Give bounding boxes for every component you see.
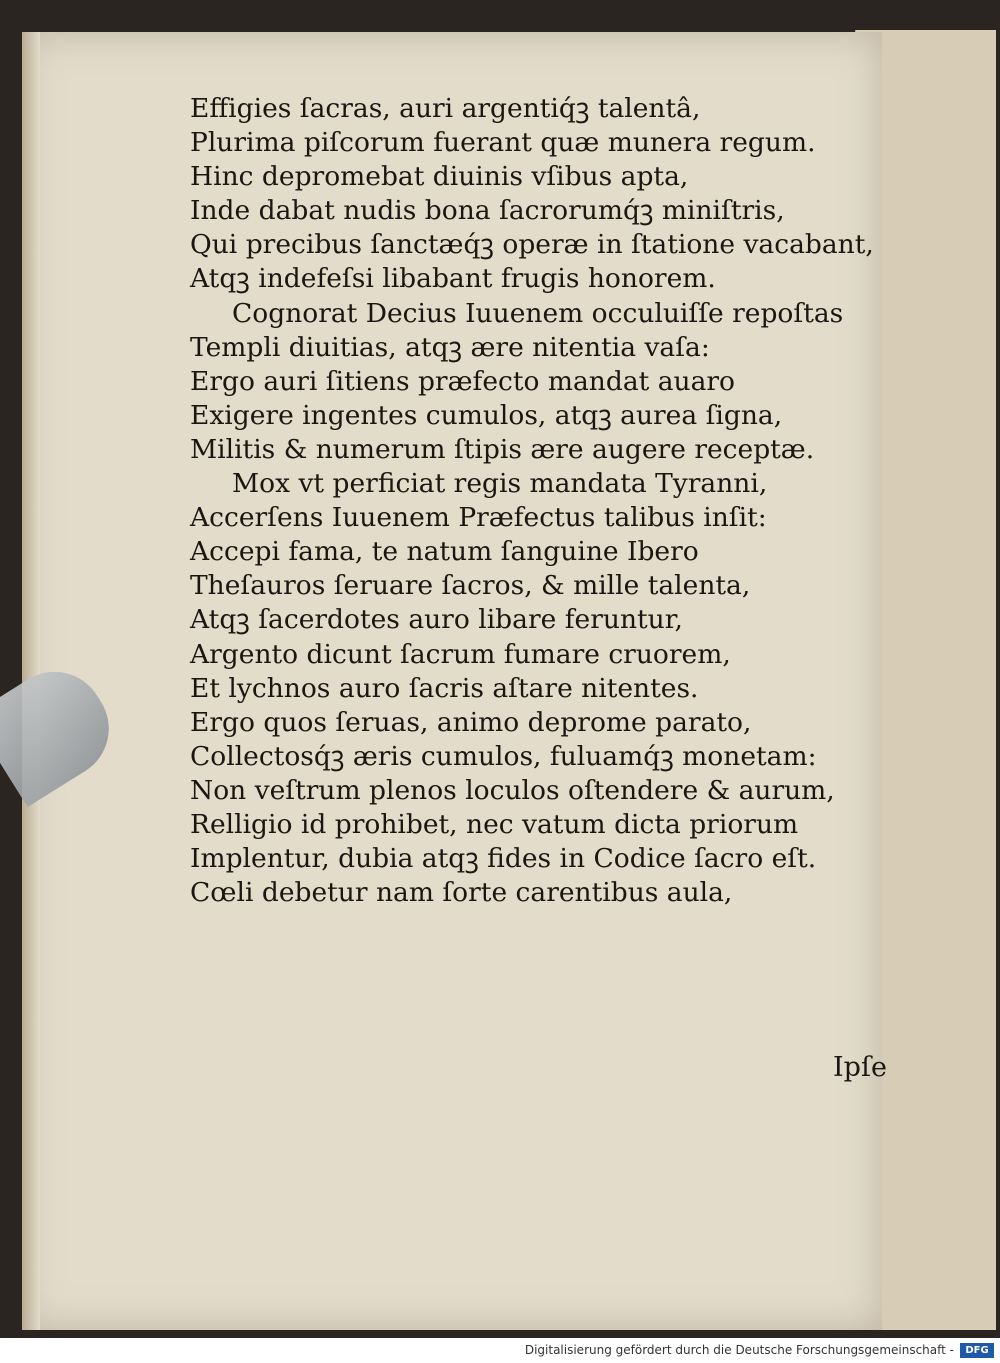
verse-line: Et lychnos auro ſacris aſtare nitentes. (190, 672, 699, 704)
verse-line: Accepi fama, te natum ſanguine Ibero (190, 536, 699, 568)
footer-bar (0, 1338, 1000, 1363)
verse-line: Accerſens Iuuenem Præfectus talibus inſit: (190, 502, 767, 534)
verse-line: Theſauros ſeruare ſacros, & mille talenta, (190, 570, 751, 602)
dfg-logo[interactable]: DFG (960, 1343, 994, 1358)
verse-line: Cognorat Decius Iuuenem occuluiſſe repoſtas (232, 297, 844, 329)
verse-line: Militis & numerum ſtipis ære augere receptæ. (190, 433, 815, 465)
verse-line: Atqꝫ ſacerdotes auro libare feruntur, (190, 604, 683, 636)
verse-line: Ergo quos ſeruas, animo deprome parato, (190, 706, 752, 738)
verse-line: Implentur, dubia atqꝫ fides in Codice ſacro eſt. (190, 843, 817, 875)
verse-line: Mox vt perficiat regis mandata Tyranni, (232, 468, 768, 500)
funding-credit: Digitalisierung gefördert durch die Deutsche Forschungsgemeinschaft - (524, 1343, 954, 1357)
verse-line: Hinc depromebat diuinis vſibus apta, (190, 161, 689, 193)
verse-line: Effigies ſacras, auri argentiq́ꝫ talentâ, (190, 93, 701, 124)
verse-block (190, 92, 874, 910)
verse-line: Templi diuitias, atqꝫ ære nitentia vaſa: (190, 331, 710, 363)
verse-line: Atqꝫ indefeſsi libabant frugis honorem. (190, 263, 716, 295)
verse-line: Cœli debetur nam ſorte carentibus aula, (190, 877, 733, 909)
verse-line: Relligio id prohibet, nec vatum dicta priorum (190, 808, 799, 840)
catchword: Ipſe (833, 1052, 887, 1083)
verse-line: Plurima piſcorum fuerant quæ munera regum. (190, 127, 816, 159)
verse-line: Non veſtrum plenos loculos oſtendere & aurum, (190, 774, 835, 806)
verse-line: Argento dicunt ſacrum fumare cruorem, (190, 638, 731, 670)
verse-line: Ergo auri ſitiens præfecto mandat auaro (190, 365, 735, 397)
verse-line: Exigere ingentes cumulos, atqꝫ aurea ſigna, (190, 399, 783, 431)
verse-line: Collectosq́ꝫ æris cumulos, fuluamq́ꝫ monetam: (190, 740, 817, 772)
verse-line: Qui precibus ſanctæq́ꝫ operæ in ſtatione vacabant, (190, 229, 874, 261)
verse-line: Inde dabat nudis bona ſacrorumq́ꝫ miniſtris, (190, 195, 785, 227)
